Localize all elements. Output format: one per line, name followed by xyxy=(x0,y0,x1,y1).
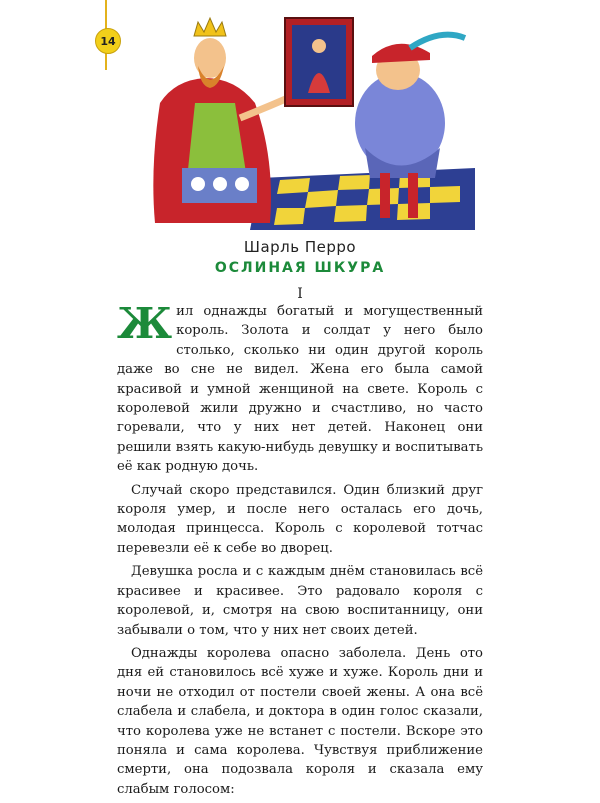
paragraph: Однажды королева опасно заболела. День ото дня ей становилось всё хуже и хуже. Король дни и ночи не отходил от постели своей жены. А она всё слабела и слабела, и доктора в один голос сказали, что королева уже не встанет с постели. Вскоре это поняла и сама королева. Чувствуя приближение смерти, она подозвала короля и сказала ему слабым голосом: xyxy=(117,645,483,797)
paragraph: Случай скоро представился. Один близкий друг короля умер, и после него осталась его дочь, молодая принцесса. Король с королевой тотчас перевезли её к себе во дворец. xyxy=(117,482,483,556)
paragraph xyxy=(117,299,483,477)
chapter-number: I xyxy=(297,286,303,302)
paragraph: Девушка росла и с каждым днём становилась всё красивее и красивее. Это радовало короля с королевой, и, смотря на свою воспитанницу, они забывали о том, что у них нет своих детей. xyxy=(117,564,483,638)
checkered-floor xyxy=(250,168,475,230)
king-and-courtier-illustration xyxy=(140,8,475,230)
drop-cap-letter: Ж xyxy=(117,299,173,348)
story-text xyxy=(117,299,483,803)
paragraph-text: ил однажды богатый и могущественный король. Золота и солдат у него было столько, сколько ни один другой король даже во сне не видел. Жена его была самой красивой и умной женщиной на свете. Король с королевой жили дружно и счастливо, но часто горевали, что у них нет детей. Наконец они решили взять какую-нибудь девушку и воспитывать её как родную дочь. xyxy=(117,304,483,475)
portrait-frame xyxy=(285,18,353,106)
story-title: ОСЛИНАЯ ШКУРА xyxy=(214,260,386,276)
king-figure xyxy=(153,18,288,223)
author-name: Шарль Перро xyxy=(243,238,357,256)
page-number-badge: 14 xyxy=(95,28,121,54)
